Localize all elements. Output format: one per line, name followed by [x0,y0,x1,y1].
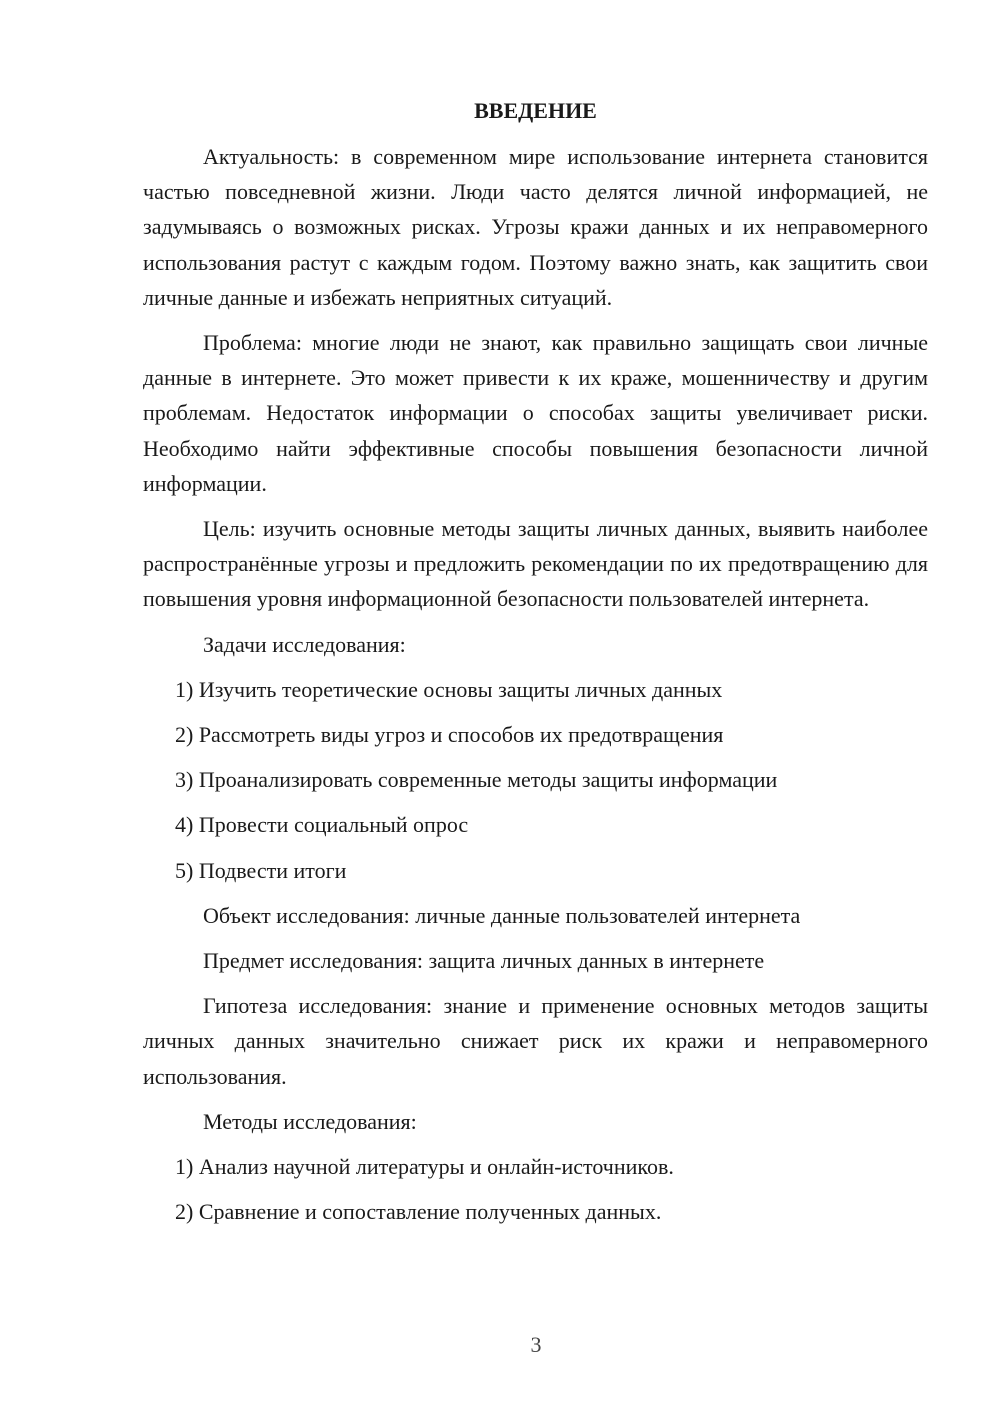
methods-heading: Методы исследования: [203,1108,417,1134]
research-object: Объект исследования: личные данные пользователей интернета [203,902,801,928]
method-item-2: 2) Сравнение и сопоставление полученных данных. [175,1199,662,1225]
document-page [143,95,928,1239]
task-item-2: 2) Рассмотреть виды угроз и способов их предотвращения [175,722,724,748]
research-subject: Предмет исследования: защита личных данных в интернете [203,948,765,974]
method-item-1: 1) Анализ научной литературы и онлайн-источников. [175,1154,674,1180]
task-item-1: 1) Изучить теоретические основы защиты личных данных [175,676,723,702]
paragraph-relevance: Актуальность: в современном мире использование интернета становится частью повседневной жизни. Люди часто делятся личной информацией, не задумываясь о возможных рисках. Угрозы кражи данных и их неправомерного использования растут с каждым годом. Поэтому важно знать, как защитить свои личные данные и избежать неприятных ситуаций. [143,144,928,310]
page-number: 3 [530,1332,542,1357]
task-item-3: 3) Проанализировать современные методы защиты информации [175,767,778,793]
tasks-heading: Задачи исследования: [203,631,406,657]
task-item-4: 4) Провести социальный опрос [175,812,469,838]
task-item-5: 5) Подвести итоги [175,857,347,883]
paragraph-goal: Цель: изучить основные методы защиты личных данных, выявить наиболее распространённые угрозы и предложить рекомендации по их предотвращению для повышения уровня информационной безопасности пользователей интернета. [143,516,928,612]
paragraph-problem: Проблема: многие люди не знают, как правильно защищать свои личные данные в интернете. Это может привести к их краже, мошенничеству и другим проблемам. Недостаток информации о способах защиты увеличивает риски. Необходимо найти эффективные способы повышения безопасности личной информации. [143,330,928,496]
paragraph-hypothesis: Гипотеза исследования: знание и применение основных методов защиты личных данных значительно снижает риск их кражи и неправомерного использования. [143,993,928,1089]
section-title: ВВЕДЕНИЕ [474,98,597,123]
